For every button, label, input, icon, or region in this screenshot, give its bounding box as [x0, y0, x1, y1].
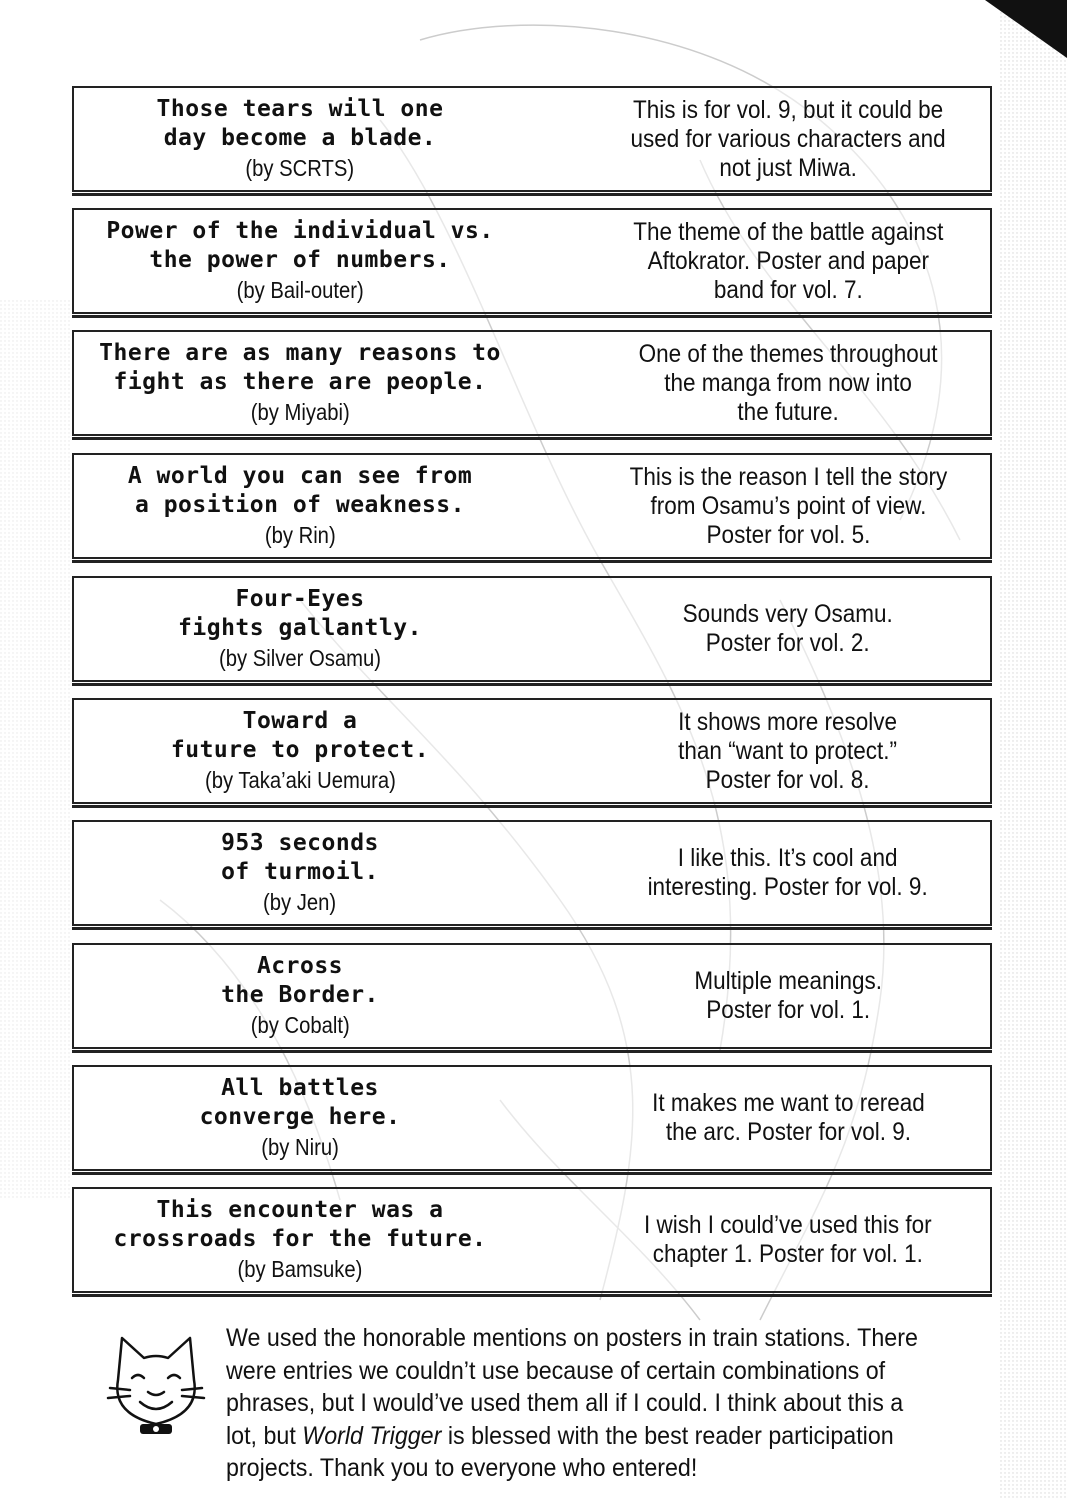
entry-right-column: [594, 336, 982, 430]
page-corner-tab: [985, 0, 1067, 58]
entry-author: (by Niru): [261, 1133, 339, 1160]
footer-title-italic: World Trigger: [302, 1421, 442, 1450]
entry-tagline: Across the Border.: [221, 952, 379, 1008]
entry-left-column: [80, 704, 520, 798]
entry-comment: I wish I could’ve used this for chapter 1. Poster for vol. 1.: [644, 1211, 932, 1268]
entry-left-column: [80, 1071, 520, 1165]
entry-author: (by Jen): [263, 888, 337, 915]
entry-right-column: [594, 459, 982, 553]
entry-right-column: [594, 214, 982, 308]
entry-comment: This is the reason I tell the story from Osamu’s point of view. Poster for vol. 5.: [629, 462, 947, 549]
entry-left-column: [80, 582, 520, 676]
entry-left-column: [80, 459, 520, 553]
entry-comment: I like this. It’s cool and interesting. Poster for vol. 9.: [647, 844, 929, 901]
entry-comment: It shows more resolve than “want to protect.” Poster for vol. 8.: [678, 707, 898, 794]
entry-author: (by Miyabi): [250, 398, 350, 425]
entry-right-column: [594, 582, 982, 676]
entry-tagline: A world you can see from a position of weakness.: [127, 462, 473, 518]
entry-box: [72, 1187, 992, 1293]
entry-tagline: Four-Eyes fights gallantly.: [178, 585, 422, 641]
entry-box: [72, 820, 992, 926]
entry-left-column: [80, 214, 520, 308]
entry-box: [72, 576, 992, 682]
entry-box: [72, 453, 992, 559]
entry-tagline: Power of the individual vs. the power of numbers.: [106, 217, 494, 273]
entry-box: [72, 86, 992, 192]
entry-comment: It makes me want to reread the arc. Poster for vol. 9.: [651, 1089, 925, 1146]
entry-box: [72, 330, 992, 436]
entry-author: (by Cobalt): [250, 1011, 350, 1038]
entry-right-column: [594, 1071, 982, 1165]
entry-right-column: [594, 92, 982, 186]
entry-left-column: [80, 336, 520, 430]
entry-comment: Multiple meanings. Poster for vol. 1.: [694, 967, 882, 1024]
entry-tagline: There are as many reasons to fight as there are people.: [99, 339, 501, 395]
footer-text-after: is blessed with the best reader participation projects. Thank you to everyone who entered!: [226, 1421, 894, 1482]
cat-mascot-icon: [100, 1328, 212, 1448]
entry-author: (by SCRTS): [245, 154, 355, 181]
entry-author: (by Silver Osamu): [219, 644, 381, 671]
entry-comment: This is for vol. 9, but it could be used for various characters and not just Miwa.: [630, 95, 946, 182]
entry-author: (by Bamsuke): [237, 1255, 363, 1282]
author-note-text: [226, 1322, 933, 1485]
entry-author: (by Taka’aki Uemura): [204, 766, 396, 793]
entry-box: [72, 1065, 992, 1171]
entry-author: (by Rin): [264, 521, 336, 548]
entry-right-column: [594, 704, 982, 798]
entry-left-column: [80, 826, 520, 920]
entry-box: [72, 698, 992, 804]
entry-right-column: [594, 949, 982, 1043]
entry-left-column: [80, 1193, 520, 1287]
entry-tagline: 953 seconds of turmoil.: [221, 829, 379, 885]
entry-author: (by Bail-outer): [236, 276, 364, 303]
entry-comment: Sounds very Osamu. Poster for vol. 2.: [682, 600, 894, 657]
entry-comment: One of the themes throughout the manga from now into the future.: [638, 339, 938, 426]
entry-left-column: [80, 949, 520, 1043]
footer-text-before: We used the honorable mentions on posters in train stations. There were entries we couldn’t use because of certain combinations of phrases, but I would’ve used them all if I could. I think about this a lot, but: [226, 1324, 918, 1450]
entry-right-column: [594, 1193, 982, 1287]
entry-box: [72, 943, 992, 1049]
entry-right-column: [594, 826, 982, 920]
author-note: [100, 1322, 980, 1482]
entry-tagline: This encounter was a crossroads for the future.: [113, 1196, 487, 1252]
entry-tagline: Toward a future to protect.: [170, 707, 430, 763]
entry-left-column: [80, 92, 520, 186]
entry-tagline: All battles converge here.: [199, 1074, 401, 1130]
entry-comment: The theme of the battle against Aftokrator. Poster and paper band for vol. 7.: [632, 217, 944, 304]
entry-box: [72, 208, 992, 314]
entry-tagline: Those tears will one day become a blade.: [156, 95, 444, 151]
